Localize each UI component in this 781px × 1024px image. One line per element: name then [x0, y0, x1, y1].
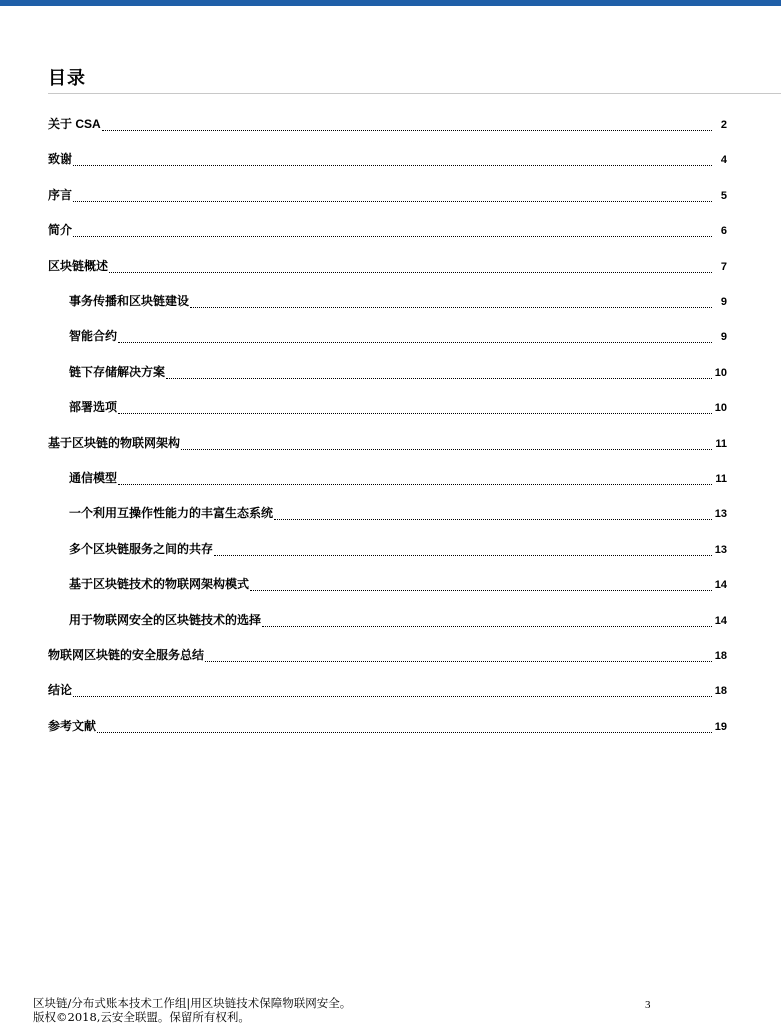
toc-dot-leader	[118, 412, 712, 414]
toc-entry-page: 14	[714, 614, 727, 627]
toc-entry[interactable]	[69, 363, 727, 383]
toc-entry[interactable]	[48, 681, 727, 701]
toc-entry[interactable]	[48, 646, 727, 666]
toc-entry-page: 18	[714, 685, 727, 698]
toc-entry-label: 事务传播和区块链建设	[69, 294, 190, 308]
toc-entry-label: 通信模型	[69, 471, 118, 485]
toc-entry[interactable]	[48, 186, 727, 206]
toc-dot-leader	[250, 589, 712, 591]
toc-entry-page: 9	[720, 331, 727, 344]
toc-entry[interactable]	[69, 398, 727, 418]
toc-entry[interactable]	[69, 611, 727, 631]
toc-dot-leader	[262, 625, 712, 627]
toc-dot-leader	[274, 518, 712, 520]
toc-heading: 目录	[48, 68, 86, 88]
toc-dot-leader	[190, 306, 712, 308]
footer-page-number: 3	[645, 999, 651, 1011]
toc-dot-leader	[73, 200, 712, 202]
toc-entry-page: 7	[720, 260, 727, 273]
toc-entry-page: 13	[714, 508, 727, 521]
toc-entry[interactable]	[69, 504, 727, 524]
toc-entry-label: 结论	[48, 683, 73, 698]
toc-entry-page: 13	[714, 543, 727, 556]
toc-entry-page: 6	[720, 225, 727, 238]
toc-dot-leader	[73, 164, 712, 166]
toc-dot-leader	[97, 731, 712, 733]
toc-entry-label: 智能合约	[69, 329, 118, 344]
heading-divider	[48, 93, 781, 94]
toc-dot-leader	[118, 483, 712, 485]
toc-entry[interactable]	[69, 575, 727, 595]
toc-entry-page: 9	[720, 296, 727, 308]
toc-entry-label: 基于区块链的物联网架构	[48, 435, 181, 450]
toc-entry-page: 18	[714, 650, 727, 662]
toc-entry[interactable]	[69, 540, 727, 560]
toc-entry-page: 14	[714, 579, 727, 592]
footer-line-1: 区块链/分布式账本技术工作组|用区块链技术保障物联网安全。	[33, 996, 352, 1010]
toc-dot-leader	[205, 660, 712, 662]
toc-entry-page: 19	[714, 720, 727, 733]
toc-dot-leader	[214, 554, 712, 556]
toc-entry-label: 参考文献	[48, 718, 97, 733]
toc-entry-label: 简介	[48, 223, 73, 238]
toc-entry-page: 10	[714, 366, 727, 379]
footer-line-2: 版权©2018,云安全联盟。保留所有权利。	[33, 1010, 250, 1024]
toc-entry-label: 多个区块链服务之间的共存	[69, 541, 214, 556]
toc-dot-leader	[73, 235, 712, 237]
toc-dot-leader	[102, 129, 712, 131]
toc-entry-label: 致谢	[48, 152, 73, 167]
toc-entry[interactable]	[48, 115, 727, 135]
toc-entry-label: 链下存储解决方案	[69, 364, 166, 379]
toc-entry-page: 5	[720, 189, 727, 202]
toc-entry-page: 2	[720, 119, 727, 131]
toc-entry-label: 序言	[48, 187, 73, 202]
toc-entry[interactable]	[48, 150, 727, 170]
toc-entry-page: 11	[715, 437, 727, 450]
toc-entry-page: 4	[720, 154, 727, 167]
toc-entry-label: 部署选项	[69, 400, 118, 415]
toc-entry-label: 物联网区块链的安全服务总结	[48, 648, 205, 662]
top-accent-bar	[0, 0, 781, 6]
toc-entry[interactable]	[69, 292, 727, 312]
toc-entry[interactable]	[48, 717, 727, 737]
toc-dot-leader	[118, 341, 712, 343]
toc-entry-label: 基于区块链技术的物联网架构模式	[69, 577, 250, 592]
toc-entry-label: 一个利用互操作性能力的丰富生态系统	[69, 506, 274, 521]
toc-entry-page: 11	[715, 473, 727, 485]
toc-entry[interactable]	[48, 221, 727, 241]
toc-entry-page: 10	[714, 402, 727, 415]
toc-dot-leader	[166, 377, 712, 379]
toc-entry-label: 区块链概述	[48, 258, 109, 273]
toc-entry[interactable]	[48, 434, 727, 454]
toc-dot-leader	[109, 271, 712, 273]
footer-text	[33, 996, 351, 1024]
toc-dot-leader	[73, 695, 712, 697]
toc-entry-label: 关于 CSA	[48, 117, 101, 131]
toc-entry[interactable]	[48, 257, 727, 277]
toc-entry-label: 用于物联网安全的区块链技术的选择	[69, 612, 262, 627]
toc-dot-leader	[181, 448, 712, 450]
toc-entry[interactable]	[69, 327, 727, 347]
toc-entry[interactable]	[69, 469, 727, 489]
